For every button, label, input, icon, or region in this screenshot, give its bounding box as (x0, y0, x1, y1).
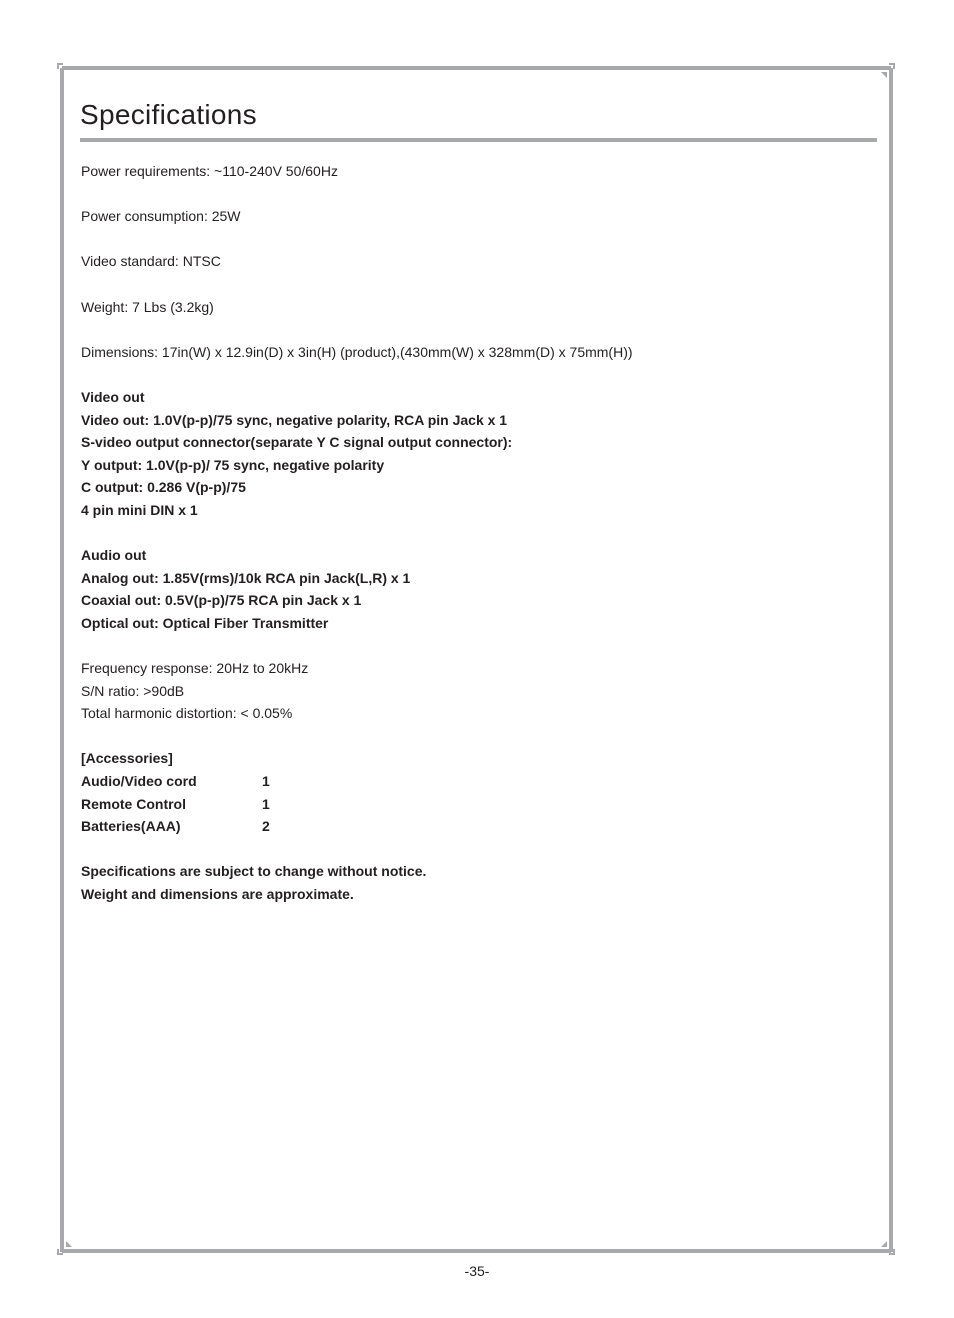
page-title: Specifications (80, 99, 257, 130)
accessory-name: Batteries(AAA) (81, 818, 181, 835)
mini-din-line: 4 pin mini DIN x 1 (81, 501, 198, 518)
spec-dimensions: Dimensions: 17in(W) x 12.9in(D) x 3in(H) (product),(430mm(W) x 328mm(D) x 75mm(H)) (81, 343, 633, 360)
coaxial-out-line: Coaxial out: 0.5V(p-p)/75 RCA pin Jack x 1 (81, 592, 362, 609)
page-number: -35- (464, 1263, 490, 1279)
corner-mark-top-left (57, 63, 67, 73)
c-output-line: C output: 0.286 V(p-p)/75 (81, 479, 246, 496)
y-output-line: Y output: 1.0V(p-p)/ 75 sync, negative polarity (81, 456, 385, 473)
frame-right-border (889, 68, 893, 1252)
specifications-content (81, 160, 861, 906)
spec-video-standard: Video standard: NTSC (81, 253, 221, 270)
frame-left-border (60, 68, 64, 1252)
corner-triangle-top-right (881, 72, 887, 78)
frame-bottom-border (62, 1249, 891, 1253)
accessory-qty: 2 (262, 818, 270, 835)
note-approximate: Weight and dimensions are approximate. (81, 886, 354, 902)
accessories-heading: [Accessories] (81, 750, 173, 767)
optical-out-line: Optical out: Optical Fiber Transmitter (81, 614, 329, 631)
analog-out-line: Analog out: 1.85V(rms)/10k RCA pin Jack(L,R) x 1 (81, 569, 411, 586)
spec-frequency-response: Frequency response: 20Hz to 20kHz (81, 660, 309, 677)
audio-out-heading: Audio out (81, 547, 147, 564)
frame-top-border (62, 66, 891, 70)
spec-weight: Weight: 7 Lbs (3.2kg) (81, 298, 214, 315)
accessory-row (81, 770, 861, 793)
accessory-qty: 1 (262, 795, 270, 812)
spec-power-consumption: Power consumption: 25W (81, 208, 241, 225)
s-video-line: S-video output connector(separate Y C signal output connector): (81, 434, 513, 451)
spec-power-requirements: Power requirements: ~110-240V 50/60Hz (81, 163, 338, 179)
accessory-name: Remote Control (81, 795, 186, 812)
corner-triangle-bottom-right (881, 1241, 887, 1247)
corner-triangle-bottom-left (66, 1241, 72, 1247)
note-subject-to-change: Specifications are subject to change without notice. (81, 863, 427, 880)
video-out-line: Video out: 1.0V(p-p)/75 sync, negative polarity, RCA pin Jack x 1 (81, 411, 508, 428)
title-underline (80, 138, 877, 142)
accessory-row (81, 815, 861, 838)
accessory-row (81, 793, 861, 816)
accessory-qty: 1 (262, 773, 270, 790)
video-out-heading: Video out (81, 388, 145, 405)
spec-sn-ratio: S/N ratio: >90dB (81, 682, 185, 699)
spec-thd: Total harmonic distortion: < 0.05% (81, 705, 293, 722)
accessory-name: Audio/Video cord (81, 773, 197, 790)
